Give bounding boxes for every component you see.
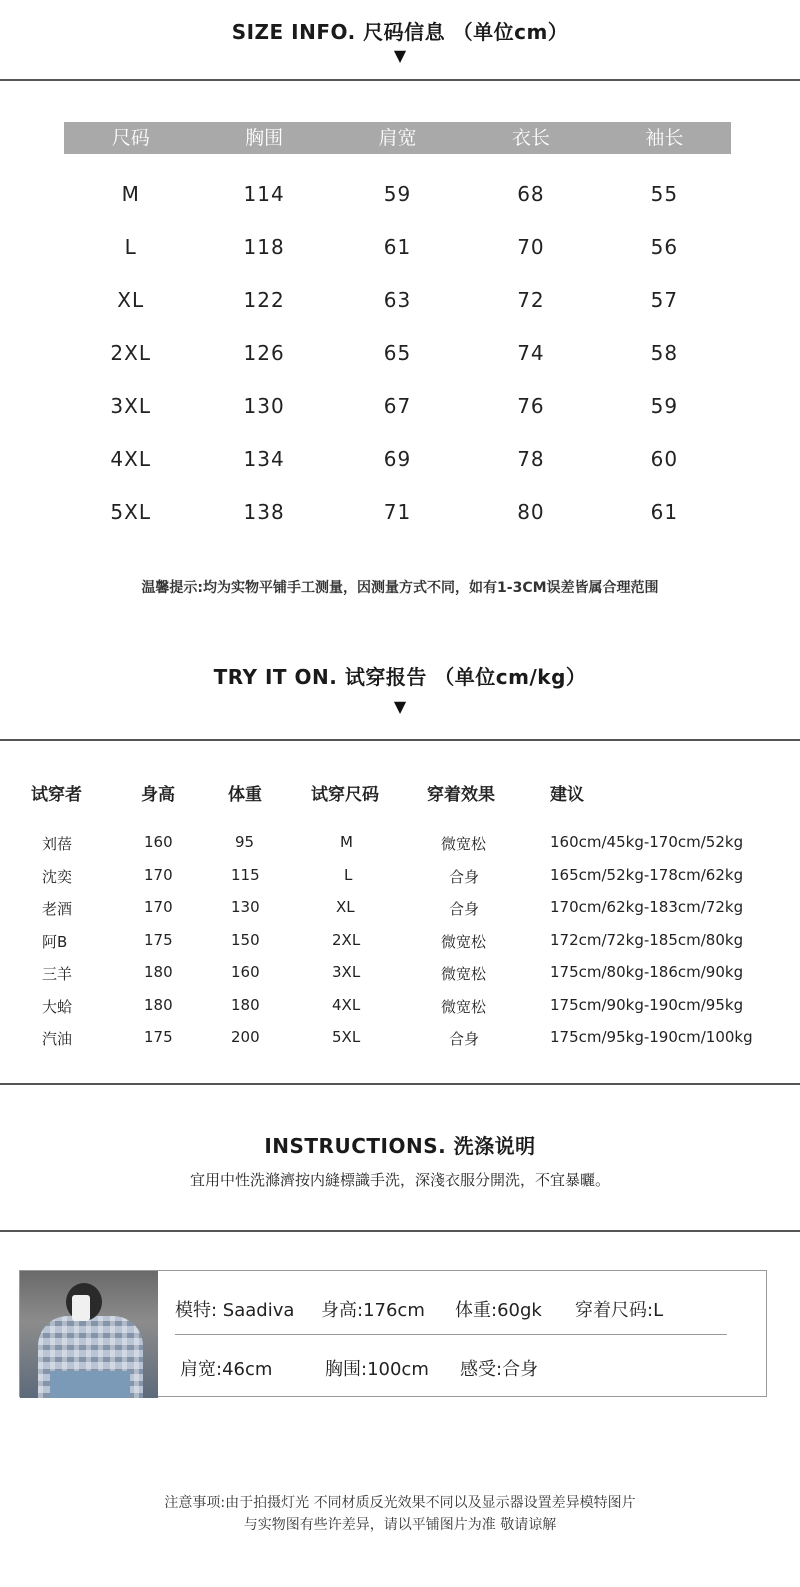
- table-cell: 汽油: [42, 1030, 73, 1048]
- header-cell: 肩宽: [378, 127, 417, 149]
- model-size: 穿着尺码:L: [575, 1300, 664, 1321]
- header-cell: 穿着效果: [427, 785, 495, 805]
- instructions-title: INSTRUCTIONS. 洗涤说明: [264, 1134, 536, 1158]
- table-cell: 172cm/72kg-185cm/80kg: [550, 930, 744, 949]
- table-cell: 138: [243, 500, 285, 524]
- table-cell: 170cm/62kg-183cm/72kg: [550, 898, 744, 916]
- model-weight: 体重:60gk: [455, 1300, 542, 1321]
- table-cell: 68: [517, 182, 545, 206]
- model-chest: 胸围:100cm: [325, 1359, 429, 1380]
- header-cell: 胸围: [245, 127, 284, 149]
- notice-line-2: 与实物图有些许差异，请以平铺图片为准 敬请谅解: [243, 1517, 557, 1533]
- table-cell: 200: [231, 1028, 260, 1046]
- table-cell: 180: [144, 995, 173, 1014]
- measurement-tip: 温馨提示:均为实物平铺手工测量，因测量方式不同，如有1-3CM误差皆属合理范围: [141, 580, 659, 596]
- table-row: [64, 327, 731, 380]
- table-cell: 160: [231, 963, 260, 981]
- table-row: [0, 923, 800, 956]
- table-cell: M: [340, 833, 353, 851]
- table-cell: 61: [383, 235, 412, 259]
- header-cell: 身高: [141, 785, 175, 805]
- table-cell: 3XL: [110, 394, 151, 418]
- table-cell: 三羊: [42, 965, 73, 983]
- table-cell: 72: [517, 288, 545, 312]
- table-cell: XL: [336, 898, 355, 916]
- table-cell: 180: [144, 963, 173, 981]
- table-row: [0, 890, 800, 923]
- table-cell: 118: [243, 235, 285, 259]
- try-on-title: TRY IT ON. 试穿报告 （单位cm/kg）: [213, 665, 587, 689]
- table-cell: 2XL: [332, 930, 361, 949]
- table-cell: 76: [517, 394, 545, 418]
- table-row: [0, 858, 800, 891]
- table-cell: 合身: [449, 1030, 480, 1048]
- phone-icon: [72, 1295, 90, 1321]
- table-row: [64, 380, 731, 433]
- model-feel: 感受:合身: [460, 1359, 539, 1380]
- table-cell: 175cm/80kg-186cm/90kg: [550, 963, 744, 981]
- table-cell: 122: [243, 288, 285, 312]
- table-cell: 60: [650, 447, 679, 471]
- divider: [0, 1230, 800, 1232]
- header-cell: 衣长: [511, 127, 550, 149]
- table-cell: 61: [650, 500, 679, 524]
- table-cell: 微宽松: [441, 835, 487, 853]
- model-shoulder: 肩宽:46cm: [180, 1359, 273, 1380]
- table-cell: 老酒: [42, 900, 73, 918]
- table-cell: 65: [383, 341, 412, 365]
- table-cell: 微宽松: [441, 965, 487, 983]
- table-row: [64, 221, 731, 274]
- table-cell: 59: [383, 182, 412, 206]
- table-row: [64, 486, 731, 539]
- table-cell: 130: [231, 898, 260, 916]
- table-cell: 160: [144, 833, 173, 851]
- table-cell: 4XL: [110, 447, 151, 471]
- table-cell: 微宽松: [441, 997, 487, 1016]
- table-cell: 150: [231, 930, 260, 949]
- table-row: [0, 1020, 800, 1053]
- table-cell: 71: [383, 500, 412, 524]
- instructions-text: 宜用中性洗滌濟按内縫標識手洗，深淺衣服分開洗，不宜暴曬。: [189, 1171, 610, 1189]
- table-cell: 165cm/52kg-178cm/62kg: [550, 865, 744, 884]
- table-row: [0, 988, 800, 1021]
- table-cell: 115: [231, 865, 260, 884]
- model-name: 模特: Saadiva: [175, 1300, 295, 1321]
- size-info-arrow-icon: ▼: [393, 46, 407, 65]
- table-cell: 175: [144, 1028, 173, 1046]
- table-cell: M: [121, 182, 140, 206]
- divider: [0, 1083, 800, 1085]
- notice: [0, 1492, 800, 1536]
- table-cell: 58: [650, 341, 679, 365]
- divider: [175, 1334, 727, 1335]
- table-cell: 70: [517, 235, 545, 259]
- model-info-card: [19, 1270, 767, 1397]
- table-cell: 2XL: [110, 341, 151, 365]
- table-cell: 175cm/90kg-190cm/95kg: [550, 995, 744, 1014]
- table-cell: 56: [650, 235, 679, 259]
- table-cell: 4XL: [332, 995, 361, 1014]
- table-cell: 5XL: [332, 1028, 361, 1046]
- table-cell: 175cm/95kg-190cm/100kg: [550, 1028, 753, 1046]
- table-cell: 63: [383, 288, 412, 312]
- table-cell: 78: [517, 447, 545, 471]
- table-cell: L: [124, 235, 137, 259]
- table-cell: 170: [144, 865, 173, 884]
- table-row: [64, 168, 731, 221]
- table-cell: 微宽松: [441, 932, 487, 951]
- header-cell: 袖长: [645, 127, 684, 149]
- table-cell: 180: [231, 995, 260, 1014]
- table-row: [0, 825, 800, 858]
- table-cell: 80: [517, 500, 545, 524]
- table-cell: 合身: [449, 900, 480, 918]
- table-row: [0, 955, 800, 988]
- try-on-arrow-icon: ▼: [393, 697, 407, 716]
- size-table: [64, 122, 731, 539]
- header-cell: 试穿尺码: [311, 785, 379, 805]
- table-row: [64, 274, 731, 327]
- header-cell: 尺码: [111, 127, 150, 149]
- header-cell: 建议: [550, 785, 584, 805]
- table-cell: 114: [243, 182, 285, 206]
- model-height: 身高:176cm: [321, 1300, 425, 1321]
- table-cell: 175: [144, 930, 173, 949]
- table-cell: 大蛤: [42, 997, 73, 1016]
- notice-line-1: 注意事项:由于拍摄灯光 不同材质反光效果不同以及显示器设置差异模特图片: [164, 1495, 636, 1511]
- divider: [0, 739, 800, 741]
- table-cell: 3XL: [332, 963, 361, 981]
- table-cell: XL: [117, 288, 145, 312]
- table-cell: 126: [243, 341, 285, 365]
- table-cell: 59: [650, 394, 679, 418]
- table-cell: L: [344, 865, 353, 884]
- table-row: [64, 433, 731, 486]
- header-cell: 试穿者: [31, 785, 82, 805]
- table-cell: 67: [383, 394, 412, 418]
- table-cell: 170: [144, 898, 173, 916]
- model-photo: [20, 1271, 158, 1398]
- table-cell: 55: [650, 182, 679, 206]
- table-cell: 160cm/45kg-170cm/52kg: [550, 833, 744, 851]
- table-cell: 130: [243, 394, 285, 418]
- header-cell: 体重: [228, 785, 262, 805]
- table-cell: 刘蓓: [42, 835, 73, 853]
- try-on-table: [0, 780, 800, 1048]
- table-cell: 5XL: [110, 500, 151, 524]
- size-table-header: [64, 122, 731, 154]
- table-cell: 合身: [449, 867, 480, 886]
- try-on-table-header: [0, 780, 800, 810]
- table-cell: 阿B: [42, 932, 68, 951]
- table-cell: 沈奕: [42, 867, 73, 886]
- table-cell: 57: [650, 288, 679, 312]
- size-info-title: SIZE INFO. 尺码信息 （单位cm）: [231, 20, 569, 44]
- divider: [0, 79, 800, 81]
- table-cell: 69: [383, 447, 412, 471]
- table-cell: 74: [517, 341, 545, 365]
- table-cell: 134: [243, 447, 285, 471]
- table-cell: 95: [235, 833, 255, 851]
